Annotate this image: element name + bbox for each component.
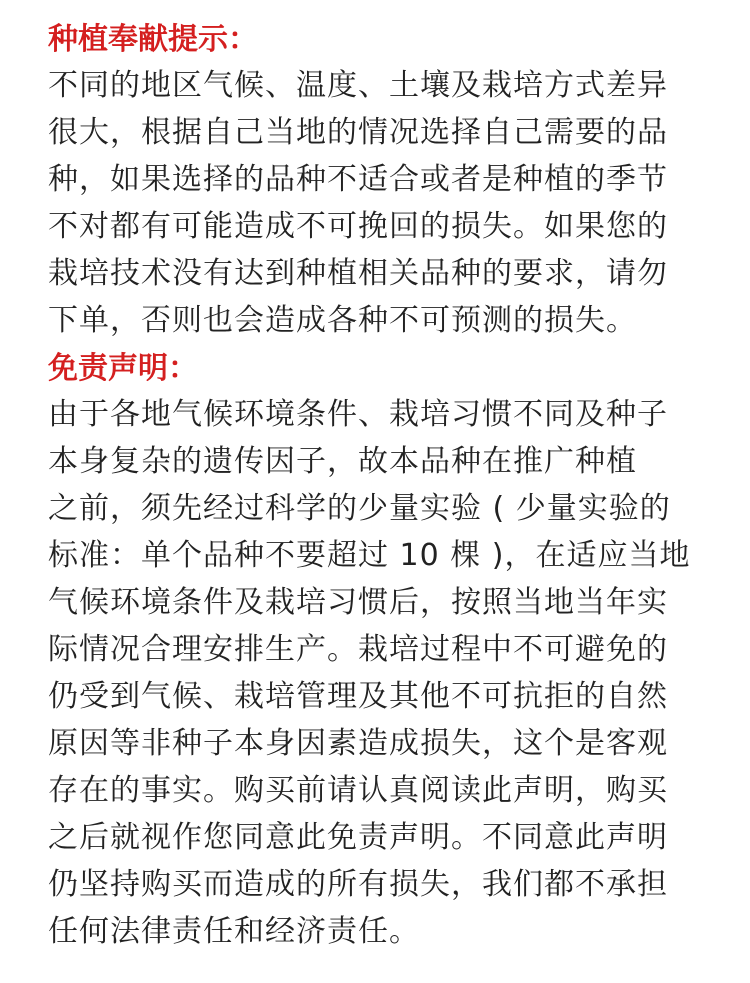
disclaimer-line: 标准：单个品种不要超过 10 棵 )，在适应当地 [48,538,691,573]
disclaimer-line: 存在的事实。购买前请认真阅读此声明，购买 [48,773,668,808]
disclaimer-line: 原因等非种子本身因素造成损失，这个是客观 [48,726,668,761]
planting-tips-line: 不同的地区气候、温度、土壤及栽培方式差异 [48,68,668,103]
disclaimer-line: 任何法律责任和经济责任。 [48,914,420,949]
disclaimer-line: 之后就视作您同意此免责声明。不同意此声明 [48,820,668,855]
planting-tips-line: 栽培技术没有达到种植相关品种的要求，请勿 [48,256,668,291]
planting-tips-line: 不对都有可能造成不可挽回的损失。如果您的 [48,209,668,244]
disclaimer-line: 仍坚持购买而造成的所有损失，我们都不承担 [48,867,668,902]
disclaimer-line: 仍受到气候、栽培管理及其他不可抗拒的自然 [48,679,668,714]
disclaimer-heading: 免责声明： [48,351,198,386]
planting-tips-heading: 种植奉献提示： [48,22,258,57]
disclaimer-line: 际情况合理安排生产。栽培过程中不可避免的 [48,632,668,667]
disclaimer-line: 由于各地气候环境条件、栽培习惯不同及种子 [48,397,668,432]
planting-tips-line: 下单，否则也会造成各种不可预测的损失。 [48,303,637,338]
disclaimer-line: 本身复杂的遗传因子，故本品种在推广种植 [48,444,637,479]
planting-tips-line: 种，如果选择的品种不适合或者是种植的季节 [48,162,668,197]
planting-tips-line: 很大，根据自己当地的情况选择自己需要的品 [48,115,668,150]
disclaimer-line: 之前，须先经过科学的少量实验 ( 少量实验的 [48,491,671,526]
disclaimer-line: 气候环境条件及栽培习惯后，按照当地当年实 [48,585,668,620]
